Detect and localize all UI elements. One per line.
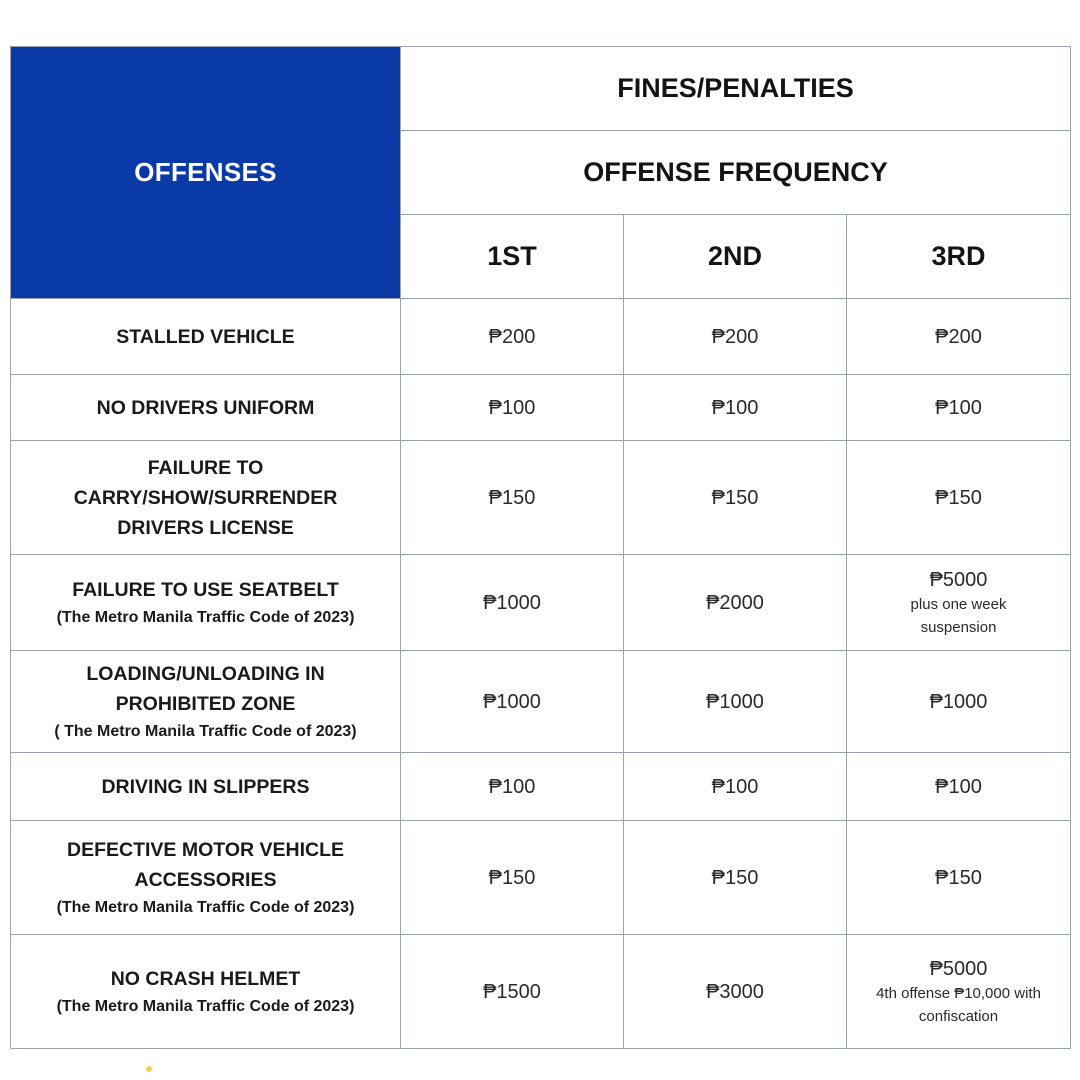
fine-amount: ₱100 xyxy=(935,396,982,419)
offense-name: CARRY/SHOW/SURRENDER xyxy=(73,486,338,509)
offense-code-reference: (The Metro Manila Traffic Code of 2023) xyxy=(56,898,355,916)
offense-cell xyxy=(11,375,401,441)
offense-name: DEFECTIVE MOTOR VEHICLE xyxy=(67,838,344,861)
offense-name: PROHIBITED ZONE xyxy=(115,692,296,715)
offense-name: LOADING/UNLOADING IN xyxy=(86,662,325,685)
fine-cell xyxy=(624,935,847,1049)
offense-name: NO CRASH HELMET xyxy=(110,967,301,990)
offenses-header: OFFENSES xyxy=(11,47,401,299)
table-row xyxy=(11,753,1071,821)
offense-cell xyxy=(11,651,401,753)
decorative-dot xyxy=(146,1066,152,1072)
fine-cell xyxy=(401,753,624,821)
offense-cell xyxy=(11,555,401,651)
fine-cell xyxy=(401,299,624,375)
fine-cell xyxy=(401,651,624,753)
fine-amount: ₱150 xyxy=(935,486,982,509)
offense-code-reference: (The Metro Manila Traffic Code of 2023) xyxy=(56,608,355,626)
fine-note: plus one week suspension xyxy=(910,595,1007,636)
fine-amount: ₱150 xyxy=(935,866,982,889)
fine-cell xyxy=(624,821,847,935)
fine-amount: ₱200 xyxy=(711,325,759,348)
table-row xyxy=(11,441,1071,555)
offense-cell xyxy=(11,753,401,821)
offense-cell xyxy=(11,935,401,1049)
offense-name: DRIVERS LICENSE xyxy=(117,516,294,539)
fine-cell xyxy=(847,375,1071,441)
fine-cell xyxy=(401,555,624,651)
fine-cell xyxy=(847,651,1071,753)
fine-amount: ₱100 xyxy=(935,775,982,798)
fine-cell xyxy=(847,555,1071,651)
fine-cell xyxy=(624,753,847,821)
table-row xyxy=(11,935,1071,1049)
fine-amount: ₱100 xyxy=(488,775,536,798)
fine-cell xyxy=(847,753,1071,821)
fine-amount: ₱3000 xyxy=(706,980,764,1003)
offense-code-reference: (The Metro Manila Traffic Code of 2023) xyxy=(56,997,355,1015)
fines-penalties-header: FINES/PENALTIES xyxy=(401,47,1071,131)
fine-cell xyxy=(401,935,624,1049)
offense-cell xyxy=(11,299,401,375)
fine-cell xyxy=(624,375,847,441)
offense-name: STALLED VEHICLE xyxy=(116,325,295,348)
table-row xyxy=(11,375,1071,441)
table-row xyxy=(11,651,1071,753)
offense-name: FAILURE TO USE SEATBELT xyxy=(72,578,339,601)
fine-cell xyxy=(847,441,1071,555)
frequency-2nd-header: 2ND xyxy=(624,215,847,299)
offense-name: NO DRIVERS UNIFORM xyxy=(96,396,315,419)
table-row xyxy=(11,555,1071,651)
fine-amount: ₱1000 xyxy=(706,690,764,713)
fine-amount: ₱150 xyxy=(488,486,536,509)
fine-note: 4th offense ₱10,000 with confiscation xyxy=(876,984,1041,1025)
offense-code-reference: ( The Metro Manila Traffic Code of 2023) xyxy=(54,722,357,740)
fine-amount: ₱1500 xyxy=(483,980,541,1003)
offense-cell xyxy=(11,821,401,935)
fine-amount: ₱200 xyxy=(935,325,982,348)
fine-amount: ₱5000 xyxy=(929,957,988,980)
fines-table xyxy=(10,46,1071,1049)
offense-frequency-header: OFFENSE FREQUENCY xyxy=(401,131,1071,215)
fine-amount: ₱200 xyxy=(488,325,536,348)
fine-cell xyxy=(624,441,847,555)
fine-cell xyxy=(624,299,847,375)
fine-cell xyxy=(401,821,624,935)
fine-amount: ₱1000 xyxy=(929,690,988,713)
offense-name: ACCESSORIES xyxy=(134,868,277,891)
offense-name: DRIVING IN SLIPPERS xyxy=(101,775,310,798)
fine-amount: ₱100 xyxy=(711,775,759,798)
fine-amount: ₱1000 xyxy=(483,591,541,614)
offense-name: FAILURE TO xyxy=(147,456,264,479)
fine-amount: ₱100 xyxy=(711,396,759,419)
fine-amount: ₱2000 xyxy=(706,591,764,614)
fine-cell xyxy=(624,651,847,753)
offense-cell xyxy=(11,441,401,555)
frequency-1st-header: 1ST xyxy=(401,215,624,299)
fine-cell xyxy=(401,375,624,441)
fine-amount: ₱150 xyxy=(488,866,536,889)
fine-cell xyxy=(847,935,1071,1049)
fine-amount: ₱150 xyxy=(711,866,759,889)
frequency-3rd-header: 3RD xyxy=(847,215,1071,299)
fine-cell xyxy=(401,441,624,555)
fine-amount: ₱5000 xyxy=(929,568,988,591)
fine-cell xyxy=(847,821,1071,935)
fine-amount: ₱1000 xyxy=(483,690,541,713)
table-row xyxy=(11,821,1071,935)
fine-cell xyxy=(847,299,1071,375)
fine-cell xyxy=(624,555,847,651)
fine-amount: ₱100 xyxy=(488,396,536,419)
table-row xyxy=(11,299,1071,375)
fine-amount: ₱150 xyxy=(711,486,759,509)
